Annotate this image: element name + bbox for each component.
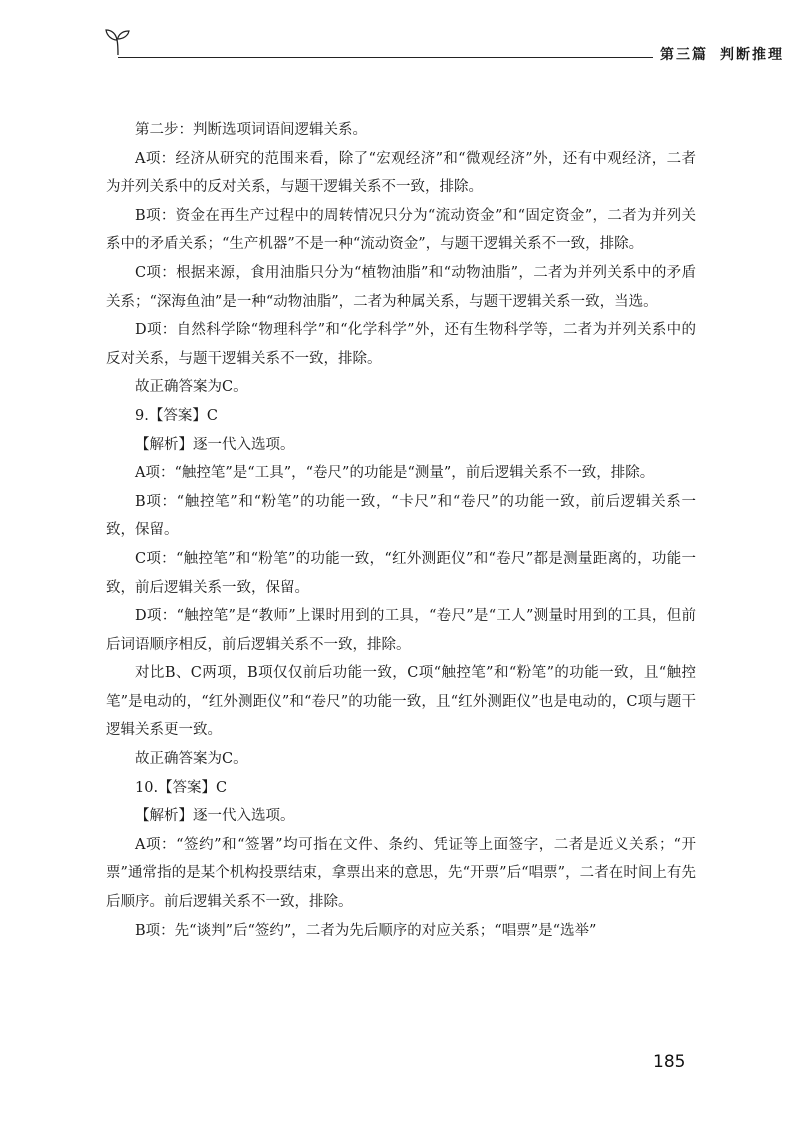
header-title (660, 44, 784, 64)
running-header (104, 26, 784, 66)
analysis-heading: 【解析】逐一代入选项。 (135, 808, 295, 825)
paragraph: A项：“签约”和“签署”均可指在文件、条约、凭证等上面签字，二者是近义关系；“开票”通常指的是某个机构投票结束，拿票出来的意思，先“开票”后“唱票”，二者在时间上有先后顺序。前后逻辑关系不一致，排除。 (106, 836, 696, 911)
paragraph: D项：自然科学除“物理科学”和“化学科学”外，还有生物科学等，二者为并列关系中的反对关系，与题干逻辑关系不一致，排除。 (106, 322, 696, 367)
analysis-heading: 【解析】逐一代入选项。 (135, 436, 295, 453)
paragraph: B项：“触控笔”和“粉笔”的功能一致，“卡尺”和“卷尺”的功能一致，前后逻辑关系一致，保留。 (106, 493, 696, 539)
paragraph: 对比B、C两项，B项仅仅前后功能一致，C项“触控笔”和“粉笔”的功能一致，且“触控笔”是电动的，“红外测距仪”和“卷尺”的功能一致，且“红外测距仪”也是电动的，C项与题干逻辑关系更一致。 (106, 665, 696, 739)
sprout-icon (104, 26, 132, 56)
paragraph: B项：资金在再生产过程中的周转情况只分为“流动资金”和“固定资金”，二者为并列关系中的矛盾关系；“生产机器”不是一种“流动资金”，与题干逻辑关系不一致，排除。 (106, 207, 696, 253)
header-section: 判断推理 (720, 47, 784, 63)
page-body (106, 116, 696, 945)
header-rule-left (118, 57, 653, 58)
paragraph: B项：先“谈判”后“签约”，二者为先后顺序的对应关系；“唱票”是“选举” (135, 922, 597, 939)
page-number: 185 (653, 1052, 686, 1072)
answer-heading: 10.【答案】C (135, 779, 228, 796)
paragraph: C项：根据来源，食用油脂只分为“植物油脂”和“动物油脂”，二者为并列关系中的矛盾关系；“深海鱼油”是一种“动物油脂”，二者为种属关系，与题干逻辑关系一致，当选。 (106, 264, 696, 310)
paragraph: C项：“触控笔”和“粉笔”的功能一致，“红外测距仪”和“卷尺”都是测量距离的，功能一致，前后逻辑关系一致，保留。 (106, 550, 696, 596)
paragraph: 第二步：判断选项词语间逻辑关系。 (135, 122, 367, 138)
header-chapter: 第三篇 (660, 47, 708, 63)
paragraph: D项：“触控笔”是“教师”上课时用到的工具，“卷尺”是“工人”测量时用到的工具，但前后词语顺序相反，前后逻辑关系不一致，排除。 (106, 608, 696, 653)
answer-heading: 9.【答案】C (135, 407, 218, 424)
paragraph: A项：经济从研究的范围来看，除了“宏观经济”和“微观经济”外，还有中观经济，二者为并列关系中的反对关系，与题干逻辑关系不一致，排除。 (106, 150, 696, 196)
paragraph: 故正确答案为C。 (135, 379, 248, 396)
paragraph: A项：“触控笔”是“工具”，“卷尺”的功能是“测量”，前后逻辑关系不一致，排除。 (135, 465, 655, 482)
paragraph: 故正确答案为C。 (135, 751, 248, 768)
